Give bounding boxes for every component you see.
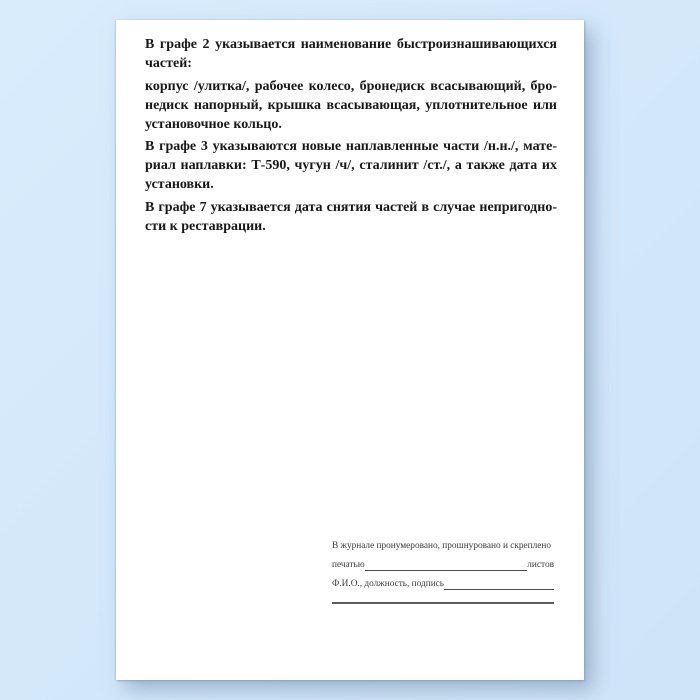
sheets-count-fill-line <box>365 556 528 571</box>
text-line: В графе 3 указываются новые наплавленные части /н.н./, мате- <box>145 139 557 154</box>
text-line: частей: <box>145 56 192 71</box>
text-line: В графе 2 указывается наименование быстроизнашивающихся <box>145 37 557 52</box>
text-line: сти к реставрации. <box>145 218 266 234</box>
paragraph <box>145 198 557 236</box>
text-line: установки. <box>145 177 214 192</box>
text-line: установочное кольцо. <box>145 116 282 132</box>
certification-block <box>332 537 554 604</box>
seal-label: печатью <box>332 560 365 570</box>
text-line: риал наплавки: Т-590, чугун /ч/, сталинит /ст./, а также дата их <box>145 158 557 173</box>
document-body-text <box>145 35 557 239</box>
paragraph <box>145 35 557 73</box>
paragraph <box>145 137 557 194</box>
text-line: недиск напорный, крышка всасывающая, уплотнительное или <box>145 97 557 113</box>
sheets-label: листов <box>527 560 554 570</box>
text-line: корпус /улитка/, рабочее колесо, бронедиск всасывающий, бро- <box>145 78 557 94</box>
paragraph <box>145 77 557 134</box>
signature-fill-line <box>444 575 554 590</box>
document-page <box>116 20 584 680</box>
certification-seal-row <box>332 556 554 575</box>
certification-statement: В журнале пронумеровано, прошнуровано и скреплено <box>332 541 552 551</box>
bottom-rule <box>332 602 554 604</box>
signature-label: Ф.И.О., должность, подпись <box>332 579 445 589</box>
text-line: В графе 7 указывается дата снятия частей в случае непригодно- <box>145 199 557 215</box>
certification-signature-row <box>332 575 554 594</box>
